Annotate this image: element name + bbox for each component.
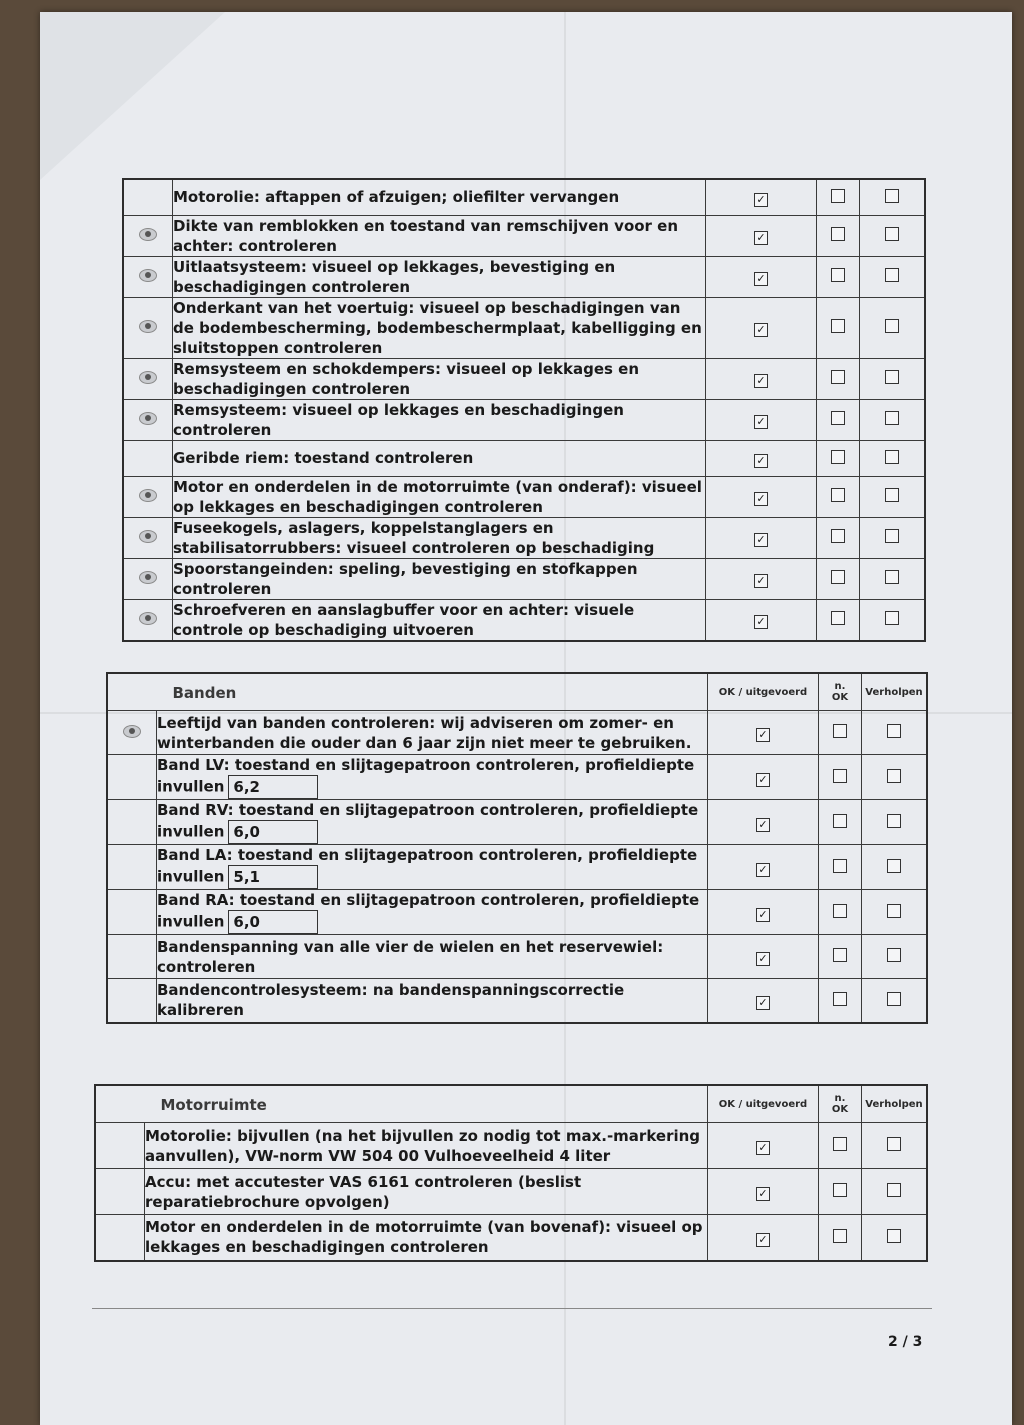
- banden-table: [106, 672, 928, 1024]
- ok-checkbox[interactable]: ✓: [754, 323, 768, 337]
- checklist-row: [123, 256, 925, 297]
- ok-checkbox-cell: [706, 179, 817, 215]
- inspection-table: [122, 178, 926, 642]
- not-ok-checkbox-cell: [817, 440, 860, 476]
- verholpen-checkbox-cell: [862, 800, 928, 845]
- visual-inspection-eye-icon: [139, 489, 157, 502]
- not-ok-checkbox[interactable]: [833, 1183, 847, 1197]
- paper-sheet: [40, 12, 1012, 1425]
- row-text-cell: [157, 845, 708, 890]
- row-text-cell: [173, 440, 706, 476]
- ok-checkbox[interactable]: ✓: [754, 574, 768, 588]
- ok-checkbox[interactable]: ✓: [754, 193, 768, 207]
- ok-checkbox[interactable]: ✓: [756, 1187, 770, 1201]
- checklist-row: [123, 558, 925, 599]
- checklist-row: [123, 517, 925, 558]
- verholpen-checkbox[interactable]: [887, 814, 901, 828]
- verholpen-checkbox[interactable]: [885, 370, 899, 384]
- checklist-row: [123, 215, 925, 256]
- row-text-cell: [173, 517, 706, 558]
- checklist-row: [107, 935, 927, 979]
- field-label: invullen: [157, 777, 225, 796]
- ok-checkbox-cell: [708, 1215, 819, 1261]
- verholpen-checkbox[interactable]: [885, 319, 899, 333]
- row-text-cell: [145, 1169, 708, 1215]
- ok-checkbox-cell: [706, 440, 817, 476]
- row-icon-cell: [123, 399, 173, 440]
- verholpen-checkbox-cell: [860, 256, 926, 297]
- row-icon-cell: [107, 890, 157, 935]
- row-description: Uitlaatsysteem: visueel op lekkages, bevestiging en beschadigingen controleren: [173, 257, 616, 296]
- row-text-cell: [173, 358, 706, 399]
- row-text-cell: [173, 179, 706, 215]
- ok-checkbox-cell: [708, 800, 819, 845]
- ok-checkbox-cell: [706, 297, 817, 358]
- ok-checkbox-cell: [708, 1123, 819, 1169]
- not-ok-checkbox-cell: [819, 1123, 862, 1169]
- row-icon-cell: [107, 979, 157, 1023]
- row-icon-cell: [123, 256, 173, 297]
- row-description: Motorolie: aftappen of afzuigen; oliefilter vervangen: [173, 188, 620, 207]
- row-icon-cell: [95, 1215, 145, 1261]
- banden-col-verholpen: Verholpen: [862, 673, 928, 711]
- motorruimte-title: Motorruimte: [160, 1095, 267, 1114]
- motorruimte-header-row: [95, 1085, 927, 1123]
- row-description: Leeftijd van banden controleren: wij adviseren om zomer- en winterbanden die ouder dan 6 jaar zijn niet meer te gebruiken.: [157, 713, 692, 752]
- not-ok-checkbox-cell: [817, 215, 860, 256]
- motorruimte-col-ok: OK / uitgevoerd: [708, 1085, 819, 1123]
- row-description: Geribde riem: toestand controleren: [173, 449, 474, 467]
- not-ok-checkbox[interactable]: [831, 411, 845, 425]
- not-ok-checkbox-cell: [819, 979, 862, 1023]
- row-icon-cell: [123, 297, 173, 358]
- verholpen-checkbox[interactable]: [887, 1229, 901, 1243]
- not-ok-checkbox-cell: [819, 1169, 862, 1215]
- visual-inspection-eye-icon: [139, 530, 157, 543]
- verholpen-checkbox-cell: [860, 297, 926, 358]
- row-description: Bandenspanning van alle vier de wielen en het reservewiel: controleren: [157, 937, 664, 976]
- not-ok-checkbox[interactable]: [833, 948, 847, 962]
- verholpen-checkbox-cell: [860, 558, 926, 599]
- not-ok-checkbox[interactable]: [833, 769, 847, 783]
- verholpen-checkbox-cell: [862, 1123, 928, 1169]
- verholpen-checkbox-cell: [862, 935, 928, 979]
- ok-checkbox-cell: [708, 755, 819, 800]
- row-text-cell: [145, 1123, 708, 1169]
- row-description: Schroefveren en aanslagbuffer voor en achter: visuele controle op beschadiging uitvoeren: [173, 600, 635, 639]
- not-ok-checkbox-cell: [817, 358, 860, 399]
- verholpen-checkbox-cell: [862, 845, 928, 890]
- not-ok-checkbox-cell: [819, 711, 862, 755]
- ok-checkbox-cell: [706, 599, 817, 641]
- visual-inspection-eye-icon: [139, 412, 157, 425]
- verholpen-checkbox[interactable]: [885, 570, 899, 584]
- row-icon-cell: [107, 711, 157, 755]
- ok-checkbox[interactable]: ✓: [754, 415, 768, 429]
- verholpen-checkbox[interactable]: [885, 529, 899, 543]
- verholpen-checkbox-cell: [862, 755, 928, 800]
- not-ok-checkbox[interactable]: [833, 1229, 847, 1243]
- ok-checkbox-cell: [708, 845, 819, 890]
- motorruimte-col-n-ok-line2: OK: [831, 1104, 849, 1115]
- checklist-row: [123, 297, 925, 358]
- row-text-cell: [173, 558, 706, 599]
- checklist-row: [107, 711, 927, 755]
- verholpen-checkbox-cell: [862, 1169, 928, 1215]
- not-ok-checkbox-cell: [817, 256, 860, 297]
- ok-checkbox-cell: [706, 256, 817, 297]
- row-text-cell: [157, 979, 708, 1023]
- checklist-row: [123, 476, 925, 517]
- checklist-row: [95, 1215, 927, 1261]
- ok-checkbox[interactable]: ✓: [754, 231, 768, 245]
- verholpen-checkbox-cell: [862, 890, 928, 935]
- checklist-row: [123, 399, 925, 440]
- row-description: Band LV: toestand en slijtagepatroon controleren, profieldiepte: [157, 756, 695, 774]
- not-ok-checkbox[interactable]: [831, 488, 845, 502]
- not-ok-checkbox-cell: [817, 517, 860, 558]
- banden-header-row: [107, 673, 927, 711]
- verholpen-checkbox[interactable]: [887, 948, 901, 962]
- not-ok-checkbox-cell: [819, 935, 862, 979]
- not-ok-checkbox[interactable]: [833, 814, 847, 828]
- row-icon-cell: [107, 845, 157, 890]
- ok-checkbox[interactable]: ✓: [756, 996, 770, 1010]
- ok-checkbox[interactable]: ✓: [756, 773, 770, 787]
- ok-checkbox-cell: [708, 1169, 819, 1215]
- verholpen-checkbox[interactable]: [887, 992, 901, 1006]
- checklist-row: [107, 800, 927, 845]
- checklist-row: [107, 845, 927, 890]
- checklist-row: [123, 440, 925, 476]
- checklist-row: [123, 599, 925, 641]
- verholpen-checkbox-cell: [862, 979, 928, 1023]
- not-ok-checkbox[interactable]: [831, 227, 845, 241]
- verholpen-checkbox-cell: [860, 215, 926, 256]
- ok-checkbox-cell: [706, 358, 817, 399]
- row-icon-cell: [123, 358, 173, 399]
- motorruimte-col-n-ok-line1: n.: [834, 1093, 846, 1104]
- verholpen-checkbox[interactable]: [885, 268, 899, 282]
- not-ok-checkbox[interactable]: [833, 1137, 847, 1151]
- row-icon-cell: [123, 179, 173, 215]
- row-description: Motor en onderdelen in de motorruimte (van bovenaf): visueel op lekkages en beschadigingen controleren: [145, 1218, 703, 1257]
- row-description: Band RA: toestand en slijtagepatroon controleren, profieldiepte: [157, 891, 700, 909]
- row-text-cell: [157, 755, 708, 800]
- ok-checkbox[interactable]: ✓: [756, 728, 770, 742]
- field-label: invullen: [157, 912, 225, 931]
- not-ok-checkbox-cell: [819, 1215, 862, 1261]
- ok-checkbox-cell: [708, 935, 819, 979]
- checklist-row: [95, 1169, 927, 1215]
- not-ok-checkbox[interactable]: [831, 319, 845, 333]
- verholpen-checkbox[interactable]: [887, 859, 901, 873]
- verholpen-checkbox-cell: [862, 1215, 928, 1261]
- field-label: invullen: [157, 822, 225, 841]
- visual-inspection-eye-icon: [139, 371, 157, 384]
- verholpen-checkbox-cell: [860, 179, 926, 215]
- verholpen-checkbox[interactable]: [887, 1137, 901, 1151]
- checklist-row: [123, 358, 925, 399]
- row-text-cell: [145, 1215, 708, 1261]
- verholpen-checkbox[interactable]: [885, 411, 899, 425]
- not-ok-checkbox[interactable]: [831, 529, 845, 543]
- verholpen-checkbox[interactable]: [887, 769, 901, 783]
- ok-checkbox[interactable]: ✓: [754, 533, 768, 547]
- verholpen-checkbox[interactable]: [885, 611, 899, 625]
- ok-checkbox[interactable]: ✓: [756, 1233, 770, 1247]
- row-text-cell: [157, 890, 708, 935]
- folded-corner: [40, 12, 225, 180]
- checklist-row: [107, 979, 927, 1023]
- row-icon-cell: [95, 1169, 145, 1215]
- ok-checkbox[interactable]: ✓: [754, 454, 768, 468]
- verholpen-checkbox-cell: [860, 476, 926, 517]
- row-icon-cell: [107, 755, 157, 800]
- not-ok-checkbox-cell: [817, 476, 860, 517]
- verholpen-checkbox[interactable]: [887, 904, 901, 918]
- ok-checkbox[interactable]: ✓: [754, 374, 768, 388]
- row-text-cell: [157, 935, 708, 979]
- profile-depth-field[interactable]: 6,0: [228, 820, 318, 844]
- row-description: Motorolie: bijvullen (na het bijvullen zo nodig tot max.-markering aanvullen), VW-norm VW 504 00 Vulhoeveelheid 4 liter: [145, 1126, 701, 1165]
- not-ok-checkbox-cell: [817, 599, 860, 641]
- row-text-cell: [173, 599, 706, 641]
- not-ok-checkbox[interactable]: [831, 370, 845, 384]
- ok-checkbox-cell: [708, 890, 819, 935]
- ok-checkbox-cell: [706, 399, 817, 440]
- row-text-cell: [173, 297, 706, 358]
- ok-checkbox[interactable]: ✓: [754, 492, 768, 506]
- not-ok-checkbox-cell: [819, 755, 862, 800]
- ok-checkbox-cell: [706, 558, 817, 599]
- not-ok-checkbox[interactable]: [831, 450, 845, 464]
- profile-depth-field[interactable]: 6,0: [228, 910, 318, 934]
- row-description: Spoorstangeinden: speling, bevestiging en stofkappen controleren: [173, 559, 638, 598]
- motorruimte-header-spacer: [95, 1085, 145, 1123]
- banden-col-ok: OK / uitgevoerd: [708, 673, 819, 711]
- not-ok-checkbox-cell: [817, 179, 860, 215]
- row-description: Motor en onderdelen in de motorruimte (van onderaf): visueel op lekkages en beschadigingen controleren: [173, 477, 702, 516]
- verholpen-checkbox[interactable]: [885, 189, 899, 203]
- not-ok-checkbox[interactable]: [831, 570, 845, 584]
- verholpen-checkbox[interactable]: [887, 1183, 901, 1197]
- not-ok-checkbox-cell: [817, 399, 860, 440]
- row-description: Dikte van remblokken en toestand van remschijven voor en achter: controleren: [173, 216, 679, 255]
- not-ok-checkbox-cell: [819, 890, 862, 935]
- verholpen-checkbox[interactable]: [887, 724, 901, 738]
- verholpen-checkbox-cell: [860, 440, 926, 476]
- banden-header-spacer: [107, 673, 157, 711]
- not-ok-checkbox-cell: [817, 558, 860, 599]
- row-text-cell: [173, 476, 706, 517]
- profile-depth-field[interactable]: 6,2: [228, 775, 318, 799]
- ok-checkbox[interactable]: ✓: [756, 1141, 770, 1155]
- row-icon-cell: [123, 558, 173, 599]
- ok-checkbox-cell: [706, 517, 817, 558]
- row-description: Band RV: toestand en slijtagepatroon controleren, profieldiepte: [157, 801, 699, 819]
- ok-checkbox[interactable]: ✓: [754, 272, 768, 286]
- row-text-cell: [157, 711, 708, 755]
- row-icon-cell: [123, 215, 173, 256]
- row-icon-cell: [95, 1123, 145, 1169]
- row-description: Accu: met accutester VAS 6161 controleren (beslist reparatiebrochure opvolgen): [145, 1172, 582, 1211]
- motorruimte-col-n-ok: [819, 1085, 862, 1123]
- not-ok-checkbox[interactable]: [831, 268, 845, 282]
- row-text-cell: [173, 399, 706, 440]
- field-label: invullen: [157, 867, 225, 886]
- row-icon-cell: [123, 599, 173, 641]
- visual-inspection-eye-icon: [123, 725, 141, 738]
- visual-inspection-eye-icon: [139, 571, 157, 584]
- verholpen-checkbox[interactable]: [885, 227, 899, 241]
- verholpen-checkbox-cell: [860, 399, 926, 440]
- ok-checkbox-cell: [708, 711, 819, 755]
- checklist-row: [123, 179, 925, 215]
- ok-checkbox[interactable]: ✓: [756, 818, 770, 832]
- verholpen-checkbox-cell: [860, 599, 926, 641]
- footer-rule: [92, 1308, 932, 1309]
- row-description: Remsysteem en schokdempers: visueel op lekkages en beschadigingen controleren: [173, 359, 640, 398]
- not-ok-checkbox-cell: [819, 845, 862, 890]
- verholpen-checkbox[interactable]: [885, 450, 899, 464]
- banden-title: Banden: [172, 683, 237, 702]
- motorruimte-section-title: [145, 1085, 708, 1123]
- profile-depth-field[interactable]: 5,1: [228, 865, 318, 889]
- not-ok-checkbox[interactable]: [833, 859, 847, 873]
- row-icon-cell: [123, 517, 173, 558]
- visual-inspection-eye-icon: [139, 228, 157, 241]
- banden-col-n-ok: [819, 673, 862, 711]
- verholpen-checkbox-cell: [860, 517, 926, 558]
- row-text-cell: [173, 215, 706, 256]
- not-ok-checkbox[interactable]: [833, 904, 847, 918]
- not-ok-checkbox[interactable]: [831, 189, 845, 203]
- banden-col-n-ok-line1: n.: [834, 681, 846, 692]
- verholpen-checkbox-cell: [862, 711, 928, 755]
- ok-checkbox-cell: [706, 215, 817, 256]
- ok-checkbox-cell: [708, 979, 819, 1023]
- row-icon-cell: [123, 476, 173, 517]
- page-number: 2 / 3: [888, 1334, 923, 1350]
- verholpen-checkbox[interactable]: [885, 488, 899, 502]
- visual-inspection-eye-icon: [139, 269, 157, 282]
- ok-checkbox[interactable]: ✓: [756, 908, 770, 922]
- ok-checkbox[interactable]: ✓: [756, 952, 770, 966]
- row-icon-cell: [107, 800, 157, 845]
- checklist-row: [107, 890, 927, 935]
- not-ok-checkbox-cell: [819, 800, 862, 845]
- verholpen-checkbox-cell: [860, 358, 926, 399]
- motorruimte-col-verholpen: Verholpen: [862, 1085, 928, 1123]
- not-ok-checkbox[interactable]: [833, 724, 847, 738]
- row-description: Band LA: toestand en slijtagepatroon controleren, profieldiepte: [157, 846, 698, 864]
- banden-col-n-ok-line2: OK: [831, 692, 849, 703]
- row-text-cell: [173, 256, 706, 297]
- visual-inspection-eye-icon: [139, 320, 157, 333]
- checklist-row: [95, 1123, 927, 1169]
- not-ok-checkbox[interactable]: [831, 611, 845, 625]
- row-text-cell: [157, 800, 708, 845]
- row-description: Fuseekogels, aslagers, koppelstanglagers en stabilisatorrubbers: visueel controleren op beschadiging: [173, 518, 655, 557]
- row-icon-cell: [107, 935, 157, 979]
- visual-inspection-eye-icon: [139, 612, 157, 625]
- ok-checkbox[interactable]: ✓: [754, 615, 768, 629]
- row-description: Onderkant van het voertuig: visueel op beschadigingen van de bodembescherming, bodembeschermplaat, kabelligging en sluitstoppen controleren: [173, 298, 702, 357]
- row-description: Bandencontrolesysteem: na bandenspanningscorrectie kalibreren: [157, 981, 625, 1020]
- row-icon-cell: [123, 440, 173, 476]
- not-ok-checkbox-cell: [817, 297, 860, 358]
- motorruimte-table: [94, 1084, 928, 1262]
- checklist-row: [107, 755, 927, 800]
- banden-section-title: [157, 673, 708, 711]
- ok-checkbox-cell: [706, 476, 817, 517]
- row-description: Remsysteem: visueel op lekkages en beschadigingen controleren: [173, 400, 624, 439]
- not-ok-checkbox[interactable]: [833, 992, 847, 1006]
- ok-checkbox[interactable]: ✓: [756, 863, 770, 877]
